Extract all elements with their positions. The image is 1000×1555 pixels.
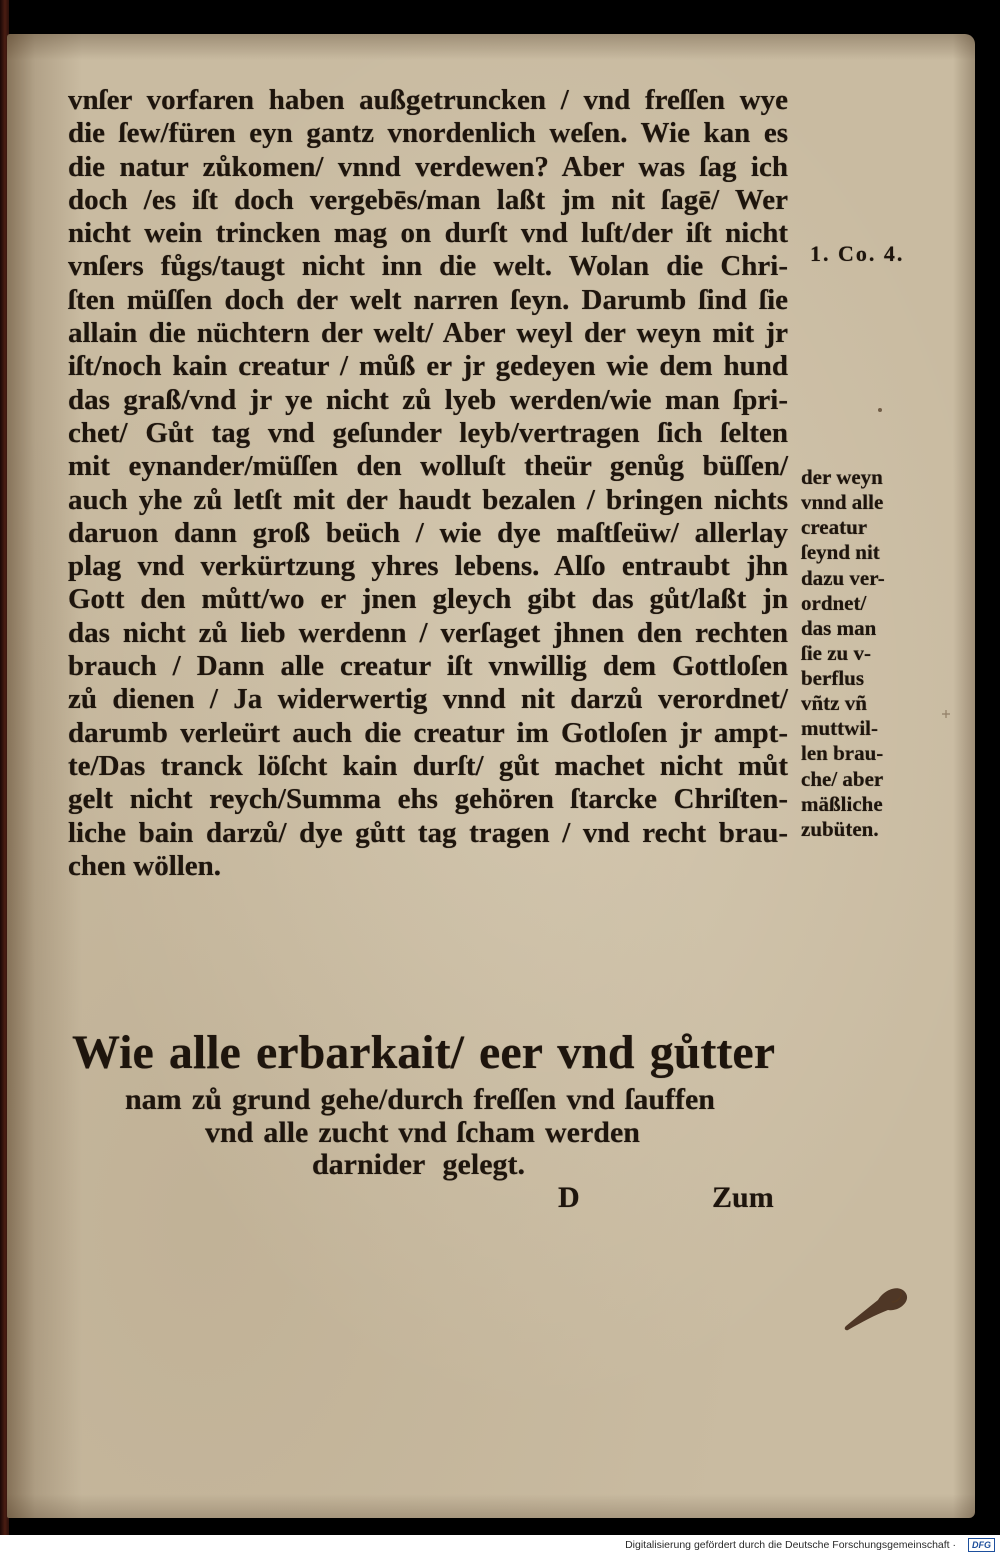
- text-line: gelt nicht reych/Summa ehs gehören ſtarcke Chriſten-: [68, 783, 788, 816]
- text-line: die ſew/füren eyn gantz vnordenlich weſen. Wie kan es: [68, 117, 788, 150]
- text-line: darumb verleürt auch die creatur im Gotloſen jr ampt-: [68, 716, 788, 749]
- margin-reference: 1. Co. 4.: [810, 241, 905, 266]
- gloss-line: dazu ver-: [801, 565, 885, 590]
- text-line: chet/ Gůt tag vnd geſunder leyb/vertragen ſich ſelten: [68, 416, 788, 449]
- gloss-line: der weyn: [801, 465, 883, 489]
- chapter-heading-line: vnd alle zucht vnd ſcham werden: [205, 1116, 640, 1149]
- chapter-heading-line: Wie alle erbarkait/ eer vnd gůtter: [72, 1026, 775, 1079]
- gloss-line: berflus: [801, 666, 864, 690]
- text-line: das nicht zů lieb werdenn / verſaget jhnen den rechten: [68, 616, 788, 649]
- signature-mark: D: [558, 1181, 580, 1214]
- ink-spot-icon: [877, 407, 883, 413]
- text-line: allain die nüchtern der welt/ Aber weyl der weyn mit jr: [68, 317, 788, 350]
- gloss-line: vñtz vñ: [801, 691, 867, 716]
- text-line: zů dienen / Ja widerwertig vnnd nit darzů verordnet/: [68, 683, 788, 716]
- text-line: auch yhe zů letſt mit der haudt bezalen / bringen nichts: [68, 483, 788, 516]
- text-line: te/Das tranck löſcht kain durſt/ gůt machet nicht můt: [68, 749, 788, 782]
- text-line: mit eynander/müſſen den wolluſt theür genůg büſſen/: [68, 450, 788, 483]
- text-line-last: chen wöllen.: [68, 849, 222, 882]
- digitization-footer: [0, 1535, 1000, 1555]
- gloss-line: muttwil-: [801, 716, 878, 741]
- margin-gloss: [801, 465, 913, 842]
- gloss-line: das man: [801, 615, 877, 640]
- text-line: doch /es iſt doch vergebēs/man laßt jm nit ſagē/ Wer: [68, 183, 788, 216]
- text-line: brauch / Dann alle creatur iſt vnwillig dem Gottloſen: [68, 650, 788, 683]
- chapter-heading-line: darnider gelegt.: [312, 1148, 525, 1181]
- text-line: Gott den můtt/wo er jnen gleych gibt das gůt/laßt jn: [68, 583, 788, 616]
- main-text-block: [68, 84, 788, 883]
- text-line: iſt/noch kain creatur / můß er jr gedeyen wie dem hund: [68, 350, 788, 383]
- gloss-line: zubüten.: [801, 816, 879, 841]
- gloss-line: creatur: [801, 515, 868, 540]
- chapter-heading-line: nam zů grund gehe/durch freſſen vnd ſauffen: [125, 1083, 715, 1116]
- gloss-line: che/ aber: [801, 766, 884, 791]
- funding-credit: Digitalisierung gefördert durch die Deutsche Forschungsgemeinschaft ·: [625, 1539, 956, 1551]
- ink-mark-icon: [940, 708, 952, 720]
- text-line: nicht wein trincken mag on durſt vnd luſt/der iſt nicht: [68, 217, 788, 250]
- text-line: daruon dann groß beüch / wie dye maſtſeüw/ allerlay: [68, 516, 788, 549]
- gloss-line: ſie zu v-: [801, 640, 871, 665]
- text-line: vnſers fůgs/taugt nicht inn die welt. Wolan die Chri-: [68, 250, 788, 283]
- text-line: die natur zůkomen/ vnnd verdewen? Aber was ſag ich: [68, 150, 788, 183]
- gloss-line: mäßliche: [801, 791, 883, 816]
- text-line: vnſer vorfaren haben außgetruncken / vnd freſſen wye: [68, 84, 788, 116]
- text-line: liche bain darzů/ dye gůtt tag tragen / vnd recht brau-: [68, 816, 788, 849]
- gloss-line: ordnet/: [801, 590, 867, 615]
- text-line: das graß/vnd jr ye nicht zů lyeb werden/wie man ſpri-: [68, 383, 788, 416]
- text-line: plag vnd verkürtzung yhres lebens. Alſo entraubt jhn: [68, 550, 788, 583]
- gloss-line: vnnd alle: [801, 490, 884, 515]
- catchword: Zum: [712, 1181, 774, 1214]
- ink-stain-icon: [838, 1280, 918, 1336]
- gloss-line: ſeynd nit: [801, 540, 880, 565]
- dfg-logo: DFG: [968, 1538, 995, 1552]
- text-line: ſten müſſen doch der welt narren ſeyn. Darumb ſind ſie: [68, 283, 788, 316]
- gloss-line: len brau-: [801, 741, 884, 766]
